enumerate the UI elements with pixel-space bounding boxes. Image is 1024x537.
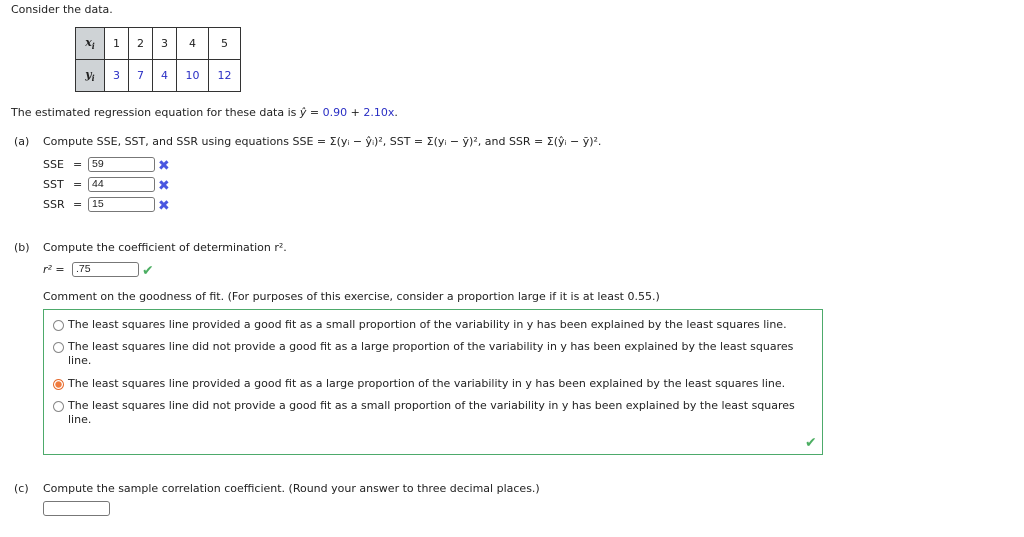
goodness-of-fit-choices bbox=[43, 309, 823, 455]
y-hat: ŷ bbox=[299, 106, 307, 119]
y-value: 10 bbox=[177, 60, 209, 92]
correct-check-icon: ✔ bbox=[142, 263, 154, 279]
intro-text: Consider the data. bbox=[11, 3, 113, 16]
r2-input[interactable]: .75 bbox=[72, 262, 139, 277]
correlation-input[interactable] bbox=[43, 501, 110, 516]
radio-option-1[interactable] bbox=[53, 320, 64, 331]
part-a-question: Compute SSE, SST, and SSR using equations SSE = Σ(yᵢ − ŷᵢ)², SST = Σ(yᵢ − ȳ)², and SSR = Σ(ŷᵢ − ȳ)². bbox=[43, 135, 602, 148]
incorrect-x-icon: ✖ bbox=[158, 158, 170, 174]
x-value: 4 bbox=[177, 28, 209, 60]
incorrect-x-icon: ✖ bbox=[158, 178, 170, 194]
option-1-text[interactable]: The least squares line provided a good fit as a small proportion of the variability in y has been explained by the least squares line. bbox=[68, 318, 787, 331]
x-header: $x_i$ bbox=[76, 28, 105, 60]
part-b-label: (b) bbox=[14, 241, 30, 254]
correct-check-icon: ✔ bbox=[805, 435, 817, 451]
sst-label: SST bbox=[43, 178, 64, 191]
part-c-label: (c) bbox=[14, 482, 29, 495]
x-value: 5 bbox=[209, 28, 241, 60]
incorrect-x-icon: ✖ bbox=[158, 198, 170, 214]
slope-term: 2.10x bbox=[363, 106, 395, 119]
y-header: $y_i$ bbox=[76, 60, 105, 92]
option-3-text[interactable]: The least squares line provided a good fit as a large proportion of the variability in y has been explained by the least squares line. bbox=[68, 377, 786, 390]
part-c-question: Compute the sample correlation coefficient. (Round your answer to three decimal places.) bbox=[43, 482, 540, 495]
x-value: 1 bbox=[105, 28, 129, 60]
y-value: 4 bbox=[153, 60, 177, 92]
x-value: 3 bbox=[153, 28, 177, 60]
data-table bbox=[75, 27, 241, 92]
x-row bbox=[76, 28, 241, 60]
y-value: 3 bbox=[105, 60, 129, 92]
r2-label: r² = bbox=[43, 263, 65, 276]
sse-label: SSE bbox=[43, 158, 64, 171]
option-4-text[interactable]: The least squares line did not provide a good fit as a small proportion of the variability in y has been explained by the least squares line. bbox=[68, 399, 795, 426]
intercept-value: 0.90 bbox=[322, 106, 348, 119]
ssr-input[interactable]: 15 bbox=[88, 197, 155, 212]
radio-option-2[interactable] bbox=[53, 342, 64, 353]
ssr-label: SSR bbox=[43, 198, 65, 211]
sse-input[interactable]: 59 bbox=[88, 157, 155, 172]
option-2-text[interactable]: The least squares line did not provide a good fit as a large proportion of the variability in y has been explained by the least squares line. bbox=[68, 340, 794, 367]
radio-option-4[interactable] bbox=[53, 401, 64, 412]
regression-equation: The estimated regression equation for these data is ŷ = 0.90 + 2.10x. bbox=[11, 106, 398, 119]
x-value: 2 bbox=[129, 28, 153, 60]
y-value: 7 bbox=[129, 60, 153, 92]
part-b-question: Compute the coefficient of determination r². bbox=[43, 241, 287, 254]
part-a-label: (a) bbox=[14, 135, 30, 148]
comment-prompt: Comment on the goodness of fit. (For purposes of this exercise, consider a proportion large if it is at least 0.55.) bbox=[43, 290, 660, 303]
y-value: 12 bbox=[209, 60, 241, 92]
y-row bbox=[76, 60, 241, 92]
radio-option-3-selected[interactable] bbox=[53, 379, 64, 390]
sst-input[interactable]: 44 bbox=[88, 177, 155, 192]
